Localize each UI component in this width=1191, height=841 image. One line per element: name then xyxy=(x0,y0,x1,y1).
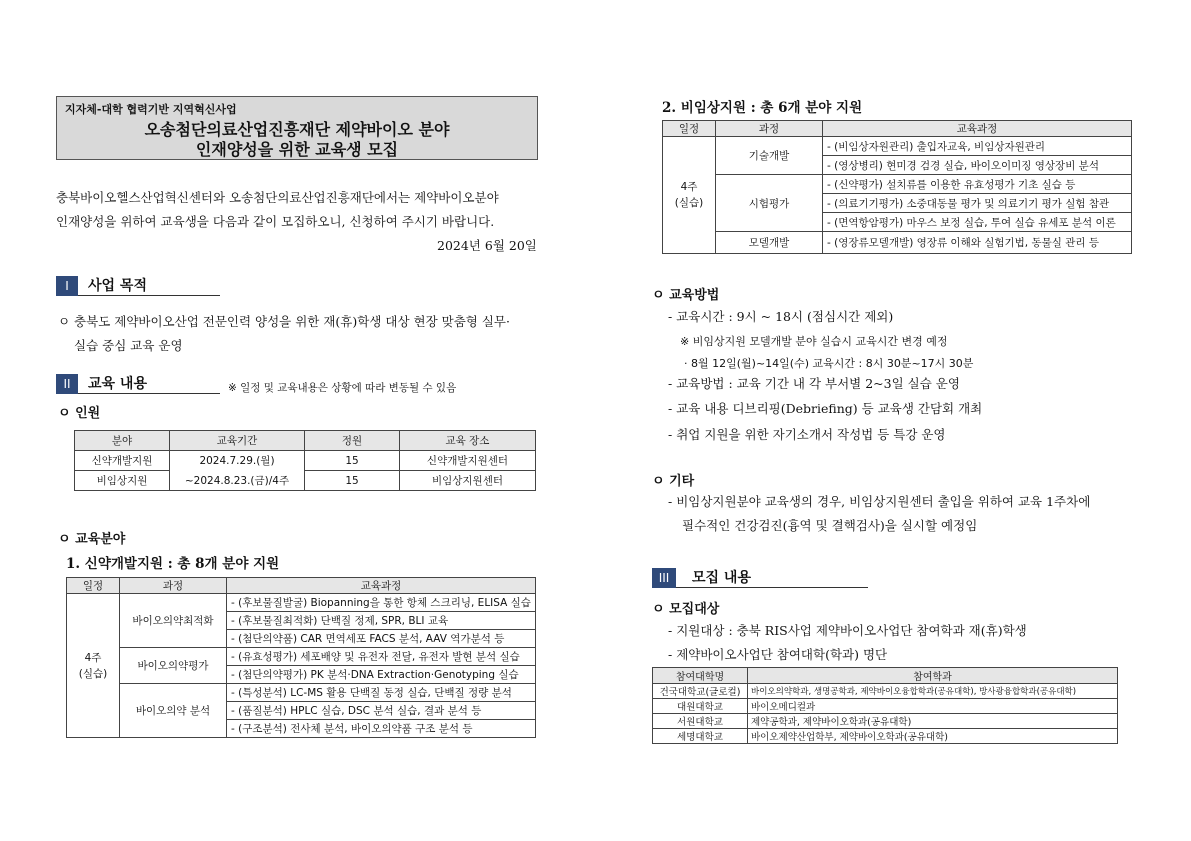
table-row xyxy=(67,594,536,612)
intro-line-1: 충북바이오헬스산업혁신센터와 오송첨단의료산업진흥재단에서는 제약바이오분야 xyxy=(56,190,499,205)
table-row xyxy=(653,729,1118,744)
etc-line-1: - 비임상지원분야 교육생의 경우, 비임상지원센터 출입을 위하여 교육 1주차에 xyxy=(668,494,1091,509)
curriculum-cell: - (비임상자원관리) 출입자교육, 비임상자원관리 xyxy=(823,137,1132,156)
method-way: - 교육방법 : 교육 기간 내 각 부서별 2~3일 실습 운영 xyxy=(668,376,960,391)
table-header: 참여대학명 xyxy=(653,668,748,684)
curriculum-cell: - (면역항암평가) 마우스 보정 실습, 투여 실습 유세포 분석 이론 xyxy=(823,213,1132,232)
title-subtitle: 지자체-대학 협력기반 지역혁신사업 xyxy=(65,103,237,116)
section-number: II xyxy=(56,374,78,394)
table-cell: 15 xyxy=(305,451,400,471)
table-header: 분야 xyxy=(75,431,170,451)
staff-heading: ㅇ 인원 xyxy=(58,406,101,421)
table-row xyxy=(663,137,1132,156)
curriculum-cell: - (의료기기평가) 소중대동물 평가 및 의료기기 평가 실험 참관 xyxy=(823,194,1132,213)
method-debrief: - 교육 내용 디브리핑(Debriefing) 등 교육생 간담회 개최 xyxy=(668,401,983,416)
table-cell: 15 xyxy=(305,471,400,491)
curriculum-cell: - (영장류모델개발) 영장류 이해와 실험기법, 동물실 관리 등 xyxy=(823,232,1132,254)
section-number: I xyxy=(56,276,78,296)
method-time: - 교육시간 : 9시 ~ 18시 (점심시간 제외) xyxy=(668,309,894,324)
table-cell: 비임상지원센터 xyxy=(400,471,536,491)
intro-date: 2024년 6월 20일 xyxy=(437,238,537,253)
table-row xyxy=(67,684,536,702)
target-line: - 지원대상 : 충북 RIS사업 제약바이오사업단 참여학과 재(휴)학생 xyxy=(668,623,1027,638)
method-note-1: ※ 비임상지원 모델개발 분야 실습시 교육시간 변경 예정 xyxy=(680,335,948,348)
department-cell: 바이오의약학과, 생명공학과, 제약바이오융합학과(공유대학), 방사광융합학과(공유대학) xyxy=(748,684,1118,699)
purpose-bullet-line-2: 실습 중심 교육 운영 xyxy=(74,338,183,353)
target-heading: ㅇ 모집대상 xyxy=(652,602,720,617)
university-cell: 대원대학교 xyxy=(653,699,748,714)
etc-heading: ㅇ 기타 xyxy=(652,474,695,489)
table-header: 참여학과 xyxy=(748,668,1118,684)
section-number: III xyxy=(652,568,676,588)
table-header: 일정 xyxy=(663,121,716,137)
table-cell: ~2024.8.23.(금)/4주 xyxy=(170,471,305,491)
section-header-purpose xyxy=(56,276,220,296)
section-label: 모집 내용 xyxy=(692,570,751,586)
curriculum-cell: - (구조분석) 전사체 분석, 바이오의약품 구조 분석 등 xyxy=(227,720,536,738)
table-cell: 신약개발지원 xyxy=(75,451,170,471)
curriculum-cell: - (후보물질발굴) Biopanning을 통한 항체 스크리닝, ELISA 실습 xyxy=(227,594,536,612)
table-header: 교육 장소 xyxy=(400,431,536,451)
etc-line-2: 필수적인 건강검진(흉역 및 결핵검사)을 실시할 예정임 xyxy=(682,518,978,533)
table-header: 교육과정 xyxy=(227,578,536,594)
section-header-recruitment xyxy=(652,568,868,588)
course-cell: 시험평가 xyxy=(716,175,823,232)
intro-line-2: 인재양성을 위하여 교육생을 다음과 같이 모집하오니, 신청하여 주시기 바랍니다. xyxy=(56,214,495,229)
curriculum-cell: - (영상병리) 현미경 검경 실습, 바이오이미징 영상장비 분석 xyxy=(823,156,1132,175)
course-cell: 바이오의약평가 xyxy=(120,648,227,684)
table-row xyxy=(653,684,1118,699)
schedule-note: ※ 일정 및 교육내용은 상황에 따라 변동될 수 있음 xyxy=(228,382,457,394)
staff-table xyxy=(74,430,536,491)
table-row xyxy=(75,451,536,471)
method-note-2: · 8월 12일(월)~14일(수) 교육시간 : 8시 30분~17시 30분 xyxy=(684,357,974,370)
curriculum-cell: - (품질분석) HPLC 실습, DSC 분석 실습, 결과 분석 등 xyxy=(227,702,536,720)
table-header: 과정 xyxy=(120,578,227,594)
drug-table xyxy=(66,577,536,738)
curriculum-cell: - (특성분석) LC-MS 활용 단백질 동정 실습, 단백질 정량 분석 xyxy=(227,684,536,702)
university-cell: 건국대학교(글로컬) xyxy=(653,684,748,699)
drug-heading: 1. 신약개발지원 : 총 8개 분야 지원 xyxy=(66,556,280,572)
method-heading: ㅇ 교육방법 xyxy=(652,288,720,303)
section-underline xyxy=(676,587,868,588)
section-label: 사업 목적 xyxy=(88,278,147,294)
table-header: 정원 xyxy=(305,431,400,451)
course-cell: 바이오의약 분석 xyxy=(120,684,227,738)
section-label: 교육 내용 xyxy=(88,376,147,392)
course-cell: 바이오의약최적화 xyxy=(120,594,227,648)
curriculum-cell: - (첨단의약품) CAR 면역세포 FACS 분석, AAV 역가분석 등 xyxy=(227,630,536,648)
university-cell: 서원대학교 xyxy=(653,714,748,729)
method-lecture: - 취업 지원을 위한 자기소개서 작성법 등 특강 운영 xyxy=(668,427,946,442)
university-table xyxy=(652,667,1118,744)
table-row xyxy=(663,175,1132,194)
nonclinical-heading: 2. 비임상지원 : 총 6개 분야 지원 xyxy=(662,100,863,116)
table-header: 과정 xyxy=(716,121,823,137)
table-row xyxy=(653,699,1118,714)
field-heading: ㅇ 교육분야 xyxy=(58,532,126,547)
table-row xyxy=(653,714,1118,729)
table-row xyxy=(663,232,1132,254)
title-line-2: 인재양성을 위한 교육생 모집 xyxy=(195,140,399,159)
department-cell: 바이오메디컬과 xyxy=(748,699,1118,714)
curriculum-cell: - (신약평가) 설치류를 이용한 유효성평가 기초 실습 등 xyxy=(823,175,1132,194)
course-cell: 기술개발 xyxy=(716,137,823,175)
table-row xyxy=(75,471,536,491)
table-cell: 신약개발지원센터 xyxy=(400,451,536,471)
section-underline xyxy=(78,393,220,394)
title-box xyxy=(56,96,538,160)
curriculum-cell: - (유효성평가) 세포배양 및 유전자 전달, 유전자 발현 분석 실습 xyxy=(227,648,536,666)
table-cell: 비임상지원 xyxy=(75,471,170,491)
purpose-bullet-line-1: ㅇ 충북도 제약바이오산업 전문인력 양성을 위한 재(휴)학생 대상 현장 맞춤형 실무· xyxy=(58,314,510,329)
curriculum-cell: - (첨단의약평가) PK 분석·DNA Extraction·Genotyping 실습 xyxy=(227,666,536,684)
curriculum-cell: - (후보물질최적화) 단백질 정제, SPR, BLI 교육 xyxy=(227,612,536,630)
section-underline xyxy=(78,295,220,296)
university-list-heading: - 제약바이오사업단 참여대학(학과) 명단 xyxy=(668,647,888,662)
table-header: 교육기간 xyxy=(170,431,305,451)
section-header-content xyxy=(56,374,220,394)
table-cell: 2024.7.29.(월) xyxy=(170,451,305,471)
schedule-cell: 4주 (실습) xyxy=(663,137,716,254)
university-cell: 세명대학교 xyxy=(653,729,748,744)
nonclinical-table xyxy=(662,120,1132,254)
schedule-cell: 4주 (실습) xyxy=(67,594,120,738)
department-cell: 제약공학과, 제약바이오학과(공유대학) xyxy=(748,714,1118,729)
table-header: 일정 xyxy=(67,578,120,594)
course-cell: 모델개발 xyxy=(716,232,823,254)
department-cell: 바이오제약산업학부, 제약바이오학과(공유대학) xyxy=(748,729,1118,744)
table-row xyxy=(67,648,536,666)
table-header: 교육과정 xyxy=(823,121,1132,137)
title-line-1: 오송첨단의료산업진흥재단 제약바이오 분야 xyxy=(144,120,450,139)
